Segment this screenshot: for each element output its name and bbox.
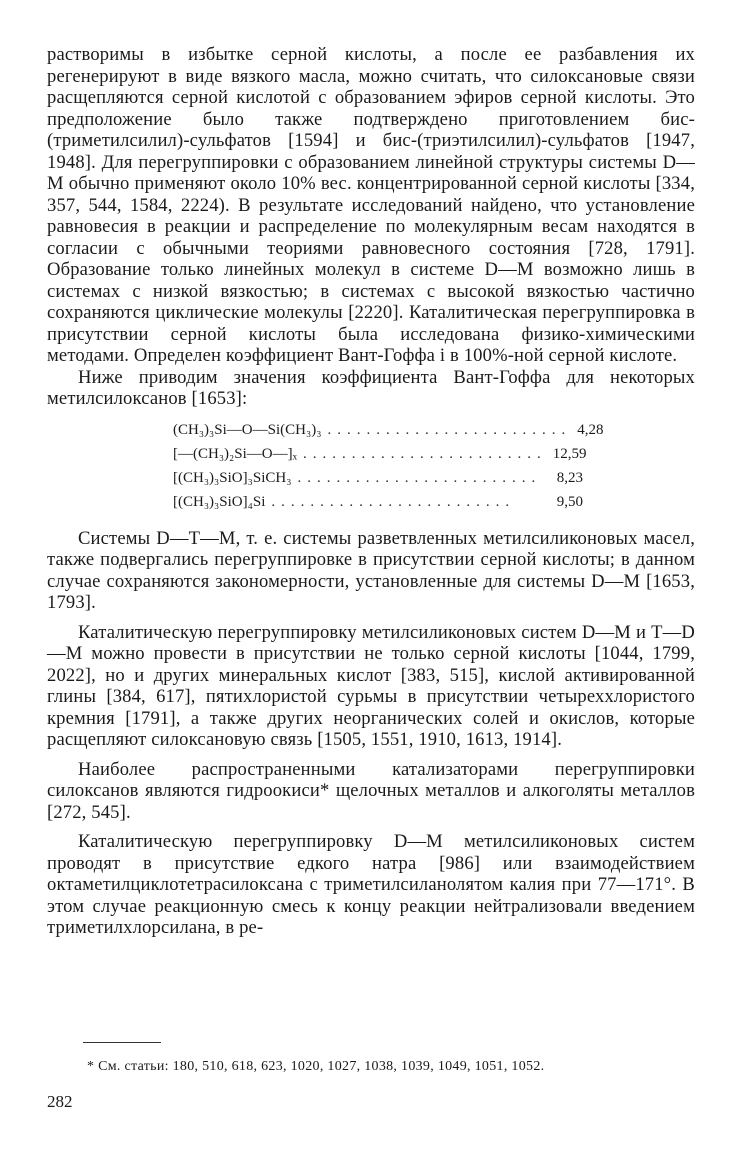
dot-leader: ......................... xyxy=(297,469,542,486)
paragraph-1: растворимы в избытке серной кислоты, а после ее разбавления их регенерируют в виде вязкого масла, можно считать, что силоксановые связи расщепляются серной кислотой с образованием эфиров серной кислоты. Это предположение было также подтверждено приготовлением бис-(триметилсилил)-сульфатов [1594] и бис-(триэтилсилил)-сульфатов [1947, 1948]. Для перегруппировки с образованием линейной структуры системы D—M обычно применяют около 10% вес. концентрированной серной кислоты [334, 357, 544, 1584, 2224). В результате исследований найдено, что установление равновесия в реакции и распределение по молекулярным весам находятся в согласии с обычными теориями равновесного состояния [728, 1791]. Образование только линейных молекул в системе D—M возможно лишь в системах с низкой вязкостью; в системах с высокой вязкостью частично сохраняются циклические молекулы [2220]. Каталитическая перегруппировка в присутствии серной кислоты была исследована физико-химическими методами. Определен коэффициент Вант-Гоффа i в 100%-ной серной кислоте. xyxy=(47,44,695,366)
coefficient-value: 9,50 xyxy=(556,493,583,510)
table-row xyxy=(173,442,587,466)
paragraph-5: Наиболее распространенными катализаторами перегруппировки силоксанов являются гидроокиси* щелочных металлов и алкоголяты металлов [272, 545]. xyxy=(47,758,695,823)
coefficient-value: 4,28 xyxy=(577,421,604,438)
page-number: 282 xyxy=(47,1092,73,1111)
dot-leader: ......................... xyxy=(271,493,516,510)
coefficient-value: 12,59 xyxy=(552,445,587,462)
paragraph-3: Системы D—T—M, т. е. системы разветвленных метилсиликоновых масел, также подвергались перегруппировке в присутствии серной кислоты; в данном случае сохраняются закономерности, установленные для системы D—M [1653, 1793]. xyxy=(47,527,695,613)
compound-formula: [—(CH₃)₂Si—O—]ₓ xyxy=(173,445,297,462)
vant-hoff-table xyxy=(173,418,604,514)
compound-formula: (CH₃)₃Si—O—Si(CH₃)₃ xyxy=(173,421,322,438)
coefficient-value: 8,23 xyxy=(556,469,583,486)
paragraph-2: Ниже приводим значения коэффициента Вант-Гоффа для некоторых метилсилоксанов [1653]: xyxy=(47,366,695,409)
paragraph-6: Каталитическую перегруппировку D—M метилсиликоновых систем проводят в присутствие едкого натра [986] или взаимодействием октаметилциклотетрасилоксана с триметилсиланолятом калия при 77—171°. В этом случае реакционную смесь к концу реакции нейтрализовали введением триметилхлорсилана, в ре- xyxy=(47,831,695,938)
compound-formula: [(CH₃)₃SiO]₄Si xyxy=(173,493,266,510)
compound-formula: [(CH₃)₃SiO]₃SiCH₃ xyxy=(173,469,292,486)
paragraph-4: Каталитическую перегруппировку метилсиликоновых систем D—M и T—D—M можно провести в присутствии не только серной кислоты [1044, 1799, 2022], но и других минеральных кислот [383, 515], кислой активированной глины [384, 617], пятихлористой сурьмы в присутствии четыреххлористого кремния [1791], а также других неорганических солей и окислов, которые расщепляют силоксановую связь [1505, 1551, 1910, 1613, 1914]. xyxy=(47,621,695,750)
footnote-divider xyxy=(83,1042,161,1043)
dot-leader: ......................... xyxy=(327,421,572,438)
dot-leader: ......................... xyxy=(302,445,547,462)
footnote: * См. статьи: 180, 510, 618, 623, 1020, 1027, 1038, 1039, 1049, 1051, 1052. xyxy=(87,1059,545,1074)
table-row xyxy=(173,490,583,514)
page-body xyxy=(47,44,695,939)
table-row xyxy=(173,466,583,490)
table-row xyxy=(173,418,604,442)
